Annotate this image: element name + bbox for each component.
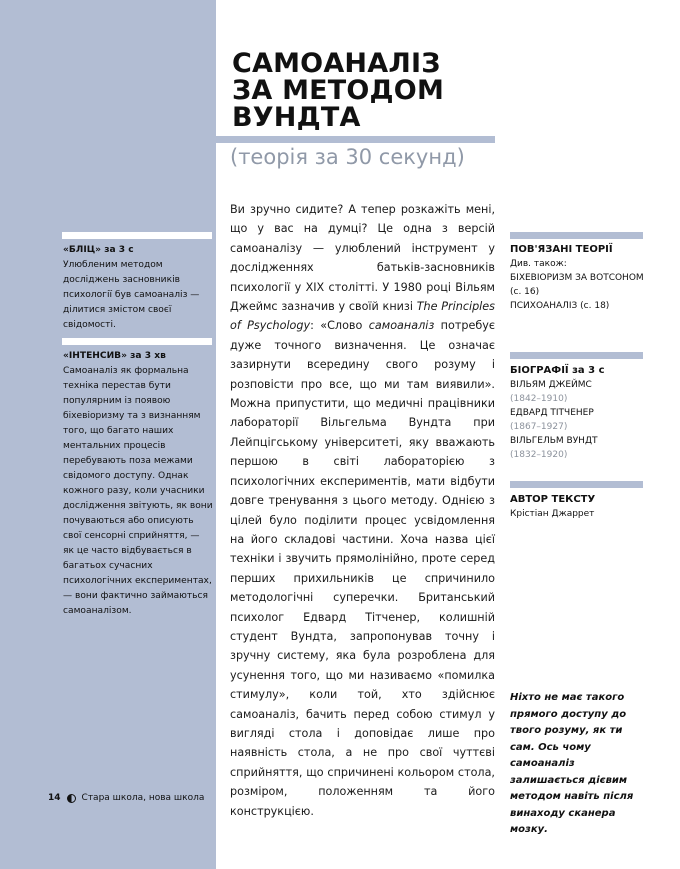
half-circle-icon <box>67 794 76 803</box>
related-heading: ПОВ'ЯЗАНІ ТЕОРІЇ <box>510 244 613 255</box>
body-part: потребує дуже точного визначення. Це означає зазирнути всередину свого розуму і розповісти про все, що ми там виявили». Можна припустити, що медичні працівники лабораторії Вільгельма Вундта при Лейпцігському університеті, яку вважають першою в світі лабораторією з психологічних експериментів, мати відбути довге тренування з цього методу. Однією з цілей було поділити процес усвідомлення на його складові частини. Хоча назва цієї техніки і звучить прямолінійно, проте серед перших прихильників це спричинило методологічні суперечки. Британський психолог Едвард Тітченер, колишній студент Вундта, запропонував точну і зручну систему, яка була розроблена для усунення того, що ми називаємо «помилка стимулу», коли той, хто здійснює самоаналіз, бачить перед собою стимул у вигляді стола і доповідає лише про наявність стола, а не про свої чуттєві сприйняття, що спричинені кольором стола, розміром, положенням та його конструкцією. <box>230 319 495 818</box>
bios-heading: БІОГРАФІЇ за 3 с <box>510 365 605 376</box>
bio-name: ВІЛЬЯМ ДЖЕЙМС <box>510 380 592 390</box>
author-name: Крістіан Джаррет <box>510 509 595 519</box>
page-title <box>232 50 492 131</box>
biographies-section <box>510 363 650 462</box>
related-item: ПСИХОАНАЛІЗ (с. 18) <box>510 301 610 311</box>
bios-divider <box>510 352 643 359</box>
title-underline-bar <box>216 136 495 143</box>
intensive-heading: «ІНТЕНСИВ» за 3 хв <box>63 351 166 361</box>
bio-years: (1842–1910) <box>510 394 568 404</box>
body-part: Ви зручно сидите? А тепер розкажіть мені, що у вас на думці? Це одна з версій самоаналізу — улюблений інструмент у дослідженнях батьків-засновників психології у XIX столітті. У 1980 році Вільям Джеймс зазначив у своїй книзі <box>230 203 495 314</box>
blitz-section <box>63 243 213 333</box>
intensive-text: Самоаналіз як формальна техніка перестав бути популярним із появою біхевіоризму та з визнанням того, що багато наших ментальних процесів перебувають поза межами свідомого доступу. Однак кожного разу, коли учасники дослідження звітують, як вони почуваються або описують свої сенсорні сприйняття, — як це часто відбувається в багатьох сучасних психологічних експериментах, — вони фактично займаються самоаналізом. <box>63 366 213 616</box>
intensive-section <box>63 349 213 619</box>
title-line: САМОАНАЛІЗ <box>232 48 441 79</box>
title-line: ЗА МЕТОДОМ <box>232 75 445 106</box>
related-item: БІХЕВІОРИЗМ ЗА ВОТСОНОМ (с. 16) <box>510 273 644 297</box>
bio-years: (1832–1920) <box>510 450 568 460</box>
blitz-divider <box>62 232 212 239</box>
blitz-text: Улюбленим методом досліджень засновників психології був самоаналіз — ділитися змістом своєї свідомості. <box>63 260 200 330</box>
see-also-label: Див. також: <box>510 259 567 269</box>
book-title: The Principles of Psychology <box>230 300 496 333</box>
pull-quote: Ніхто не має такого прямого доступу до твого розуму, як ти сам. Ось чому самоаналіз залишається дієвим методом навіть після винаходу сканера мозку. <box>510 692 634 835</box>
main-body-text <box>230 200 495 821</box>
page-footer <box>48 793 204 803</box>
term-emphasis: самоаналіз <box>368 319 435 333</box>
title-line: ВУНДТА <box>232 102 361 133</box>
related-theories-section <box>510 242 650 313</box>
body-part: : «Слово <box>310 319 369 333</box>
related-divider <box>510 232 643 239</box>
bio-name: ВІЛЬГЕЛЬМ ВУНДТ <box>510 436 598 446</box>
page-number: 14 <box>48 793 61 803</box>
author-heading: АВТОР ТЕКСТУ <box>510 494 596 505</box>
bio-name: ЕДВАРД ТІТЧЕНЕР <box>510 408 594 418</box>
page-subtitle: (теорія за 30 секунд) <box>230 145 465 169</box>
section-name: Стара школа, нова школа <box>81 793 205 803</box>
blitz-heading: «БЛІЦ» за 3 с <box>63 245 134 255</box>
author-divider <box>510 481 643 488</box>
author-section <box>510 492 650 521</box>
bio-years: (1867–1927) <box>510 422 568 432</box>
intensive-divider <box>62 338 212 345</box>
